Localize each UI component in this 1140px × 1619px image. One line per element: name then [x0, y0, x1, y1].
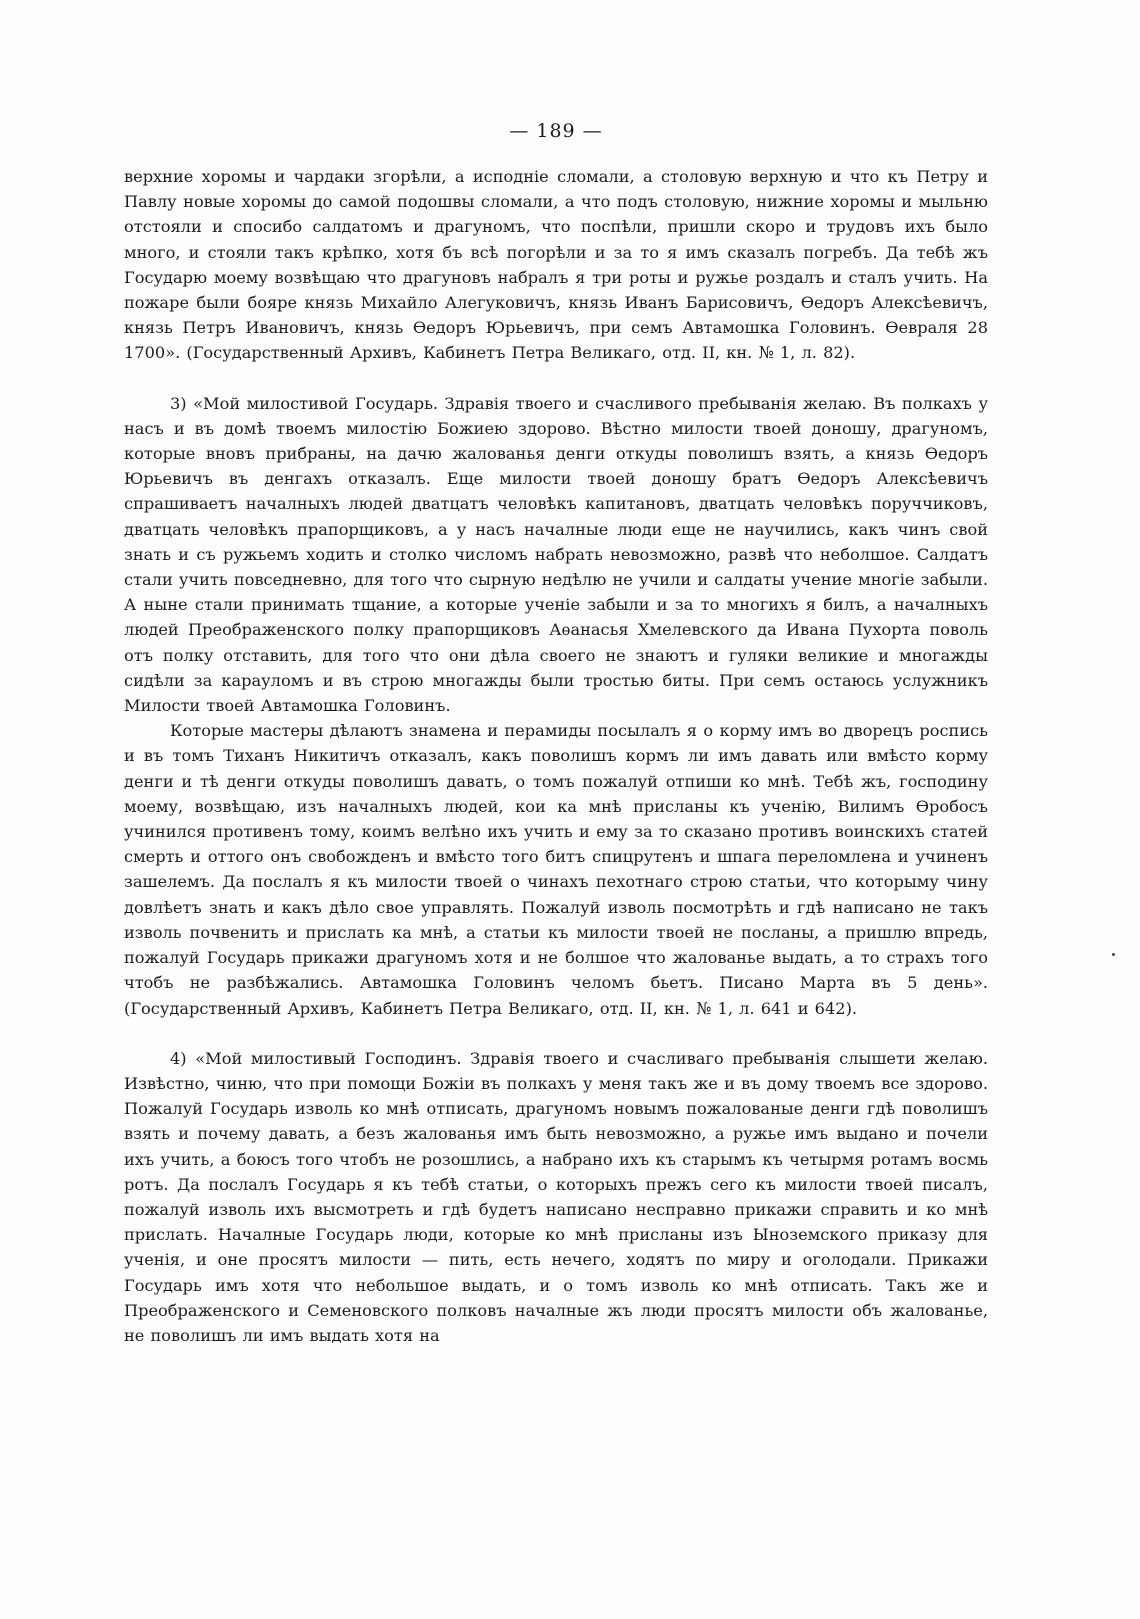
paragraph-continuation: верхние хоромы и чардаки згорѣли, а исподніе сломали, а столовую верхную и что къ Петру и Павлу новые хоромы до самой подошвы сломали, а что подъ столовую, нижние хоромы и мыльню отстояли и спосибо салдатомъ и драгуномъ, что поспѣли, пришли скоро и трудовъ ихъ было много, и стояли такъ крѣпко, хотя бъ всѣ погорѣли и за то я имъ сказалъ погребъ. Да тебѣ жъ Государю моему возвѣщаю что драгуновъ набралъ я три роты и ружье роздалъ и сталъ учить. На пожаре были бояре князь Михайло Алегуковичъ, князь Иванъ Барисовичъ, Ѳедоръ Алексѣевичъ, князь Петръ Ивановичъ, князь Ѳедоръ Юрьевичъ, при семъ Автамошка Головинъ. Ѳевраля 28 1700». (Государственный Архивъ, Кабинетъ Петра Великаго, отд. II, кн. № 1, л. 82). — [124, 167, 988, 363]
scan-speck — [1112, 953, 1115, 956]
section-gap — [124, 1021, 988, 1046]
book-page — [124, 118, 988, 1598]
paragraph-letter-3-postscript: Которые мастеры дѣлаютъ знамена и перамиды посылалъ я о корму имъ во дворецъ роспись и въ томъ Тиханъ Никитичъ отказалъ, какъ поволишъ кормъ ли имъ давать или вмѣсто корму денги и тѣ денги откуды поволишъ давать, о томъ пожалуй отпиши ко мнѣ. Тебѣ жъ, господину моему, возвѣщаю, изъ началныхъ людей, кои ка мнѣ присланы къ ученію, Вилимъ Ѳробосъ учинился противенъ тому, коимъ велѣно ихъ учить и ему за то сказано противъ воинскихъ статей смерть и оттого онъ свобожденъ и вмѣсто того битъ спицрутенъ и шпага переломлена и учиненъ зашелемъ. Да послалъ я къ милости твоей о чинахъ пехотнаго строю статьи, что которыму чину довлѣетъ знать и какъ дѣло свое управлять. Пожалуй изволь посмотрѣть и гдѣ написано не такъ изволь почвенить и прислать ка мнѣ, а статьи къ милости твоей не посланы, а пришлю впредь, пожалуй Государь прикажи драгуномъ хотя и не болшое что жалованье выдать, а то страхъ того чтобъ не разбѣжались. Автамошка Головинъ челомъ бьетъ. Писано Марта въ 5 день». (Государственный Архивъ, Кабинетъ Петра Великаго, отд. II, кн. № 1, л. 641 и 642). — [124, 721, 988, 1018]
section-gap — [124, 366, 988, 391]
paragraph-letter-3: 3) «Мой милостивой Государь. Здравія твоего и счасливого пребыванія желаю. Въ полкахъ у насъ и въ домѣ твоемъ милостію Божиею здорово. Вѣстно милости твоей доношу, драгуномъ, которые вновъ прибраны, на дачю жалованья денги откуды поволишъ взять, а князь Ѳедоръ Юрьевичъ въ денгахъ отказалъ. Еще милости твоей доношу братъ Ѳедоръ Алексѣевичъ спрашиваетъ началныхъ людей дватцатъ человѣкъ капитановъ, дватцать человѣкъ поруччиковъ, дватцать человѣкъ прапорщиковъ, а у насъ началные люди еще не научились, какъ чинъ свой знать и съ ружьемъ ходить и столко числомъ набрать невозможно, развѣ что неболшое. Салдатъ стали учить повседневно, для того что сырную недѣлю не учили и салдаты учение многіе забыли. А ныне стали принимать тщание, а которые ученіе забыли и за то многихъ я билъ, а началныхъ людей Преображенского полку прапорщиковъ Аѳанасья Хмелевского да Ивана Пухорта поволь отъ полку отставить, для того что они дѣла своего не знаютъ и гуляки великие и многажды сидѣли за карауломъ и въ строю многажды были тростью биты. При семъ остаюсь услужникъ Милости твоей Автамошка Головинъ. — [124, 393, 988, 716]
paragraph-letter-4: 4) «Мой милостивый Господинъ. Здравія твоего и счасливаго пребыванія слышети желаю. Извѣстно, чиню, что при помощи Божіи въ полкахъ у меня такъ же и въ дому твоемъ все здорово. Пожалуй Государь изволь ко мнѣ отписать, драгуномъ новымъ пожалованые денги гдѣ поволишъ взять и почему давать, а безъ жалованья имъ быть невозможно, а ружье имъ выдано и почели ихъ учить, а боюсъ того чтобъ не розошлись, а набрано ихъ къ старымъ къ четырмя ротамъ восмь ротъ. Да послалъ Государь я къ тебѣ статьи, о которыхъ прежъ сего къ милости твоей писалъ, пожалуй изволь ихъ высмотреть и гдѣ будетъ написано несправно прикажи справить и ко мнѣ прислать. Началные Государь люди, которые ко мнѣ присланы изъ Ыноземского приказу для ученія, и оне просятъ милости — пить, есть нечего, ходятъ по миру и оголодали. Прикажи Государь имъ хотя что небольшое выдать, и о томъ изволь ко мнѣ отписать. Такъ же и Преображенского и Семеновского полковъ началные жъ люди просятъ милости объ жалованье, не поволишъ ли имъ выдать хотя на — [124, 1048, 988, 1345]
page-number: — 189 — — [509, 120, 603, 142]
